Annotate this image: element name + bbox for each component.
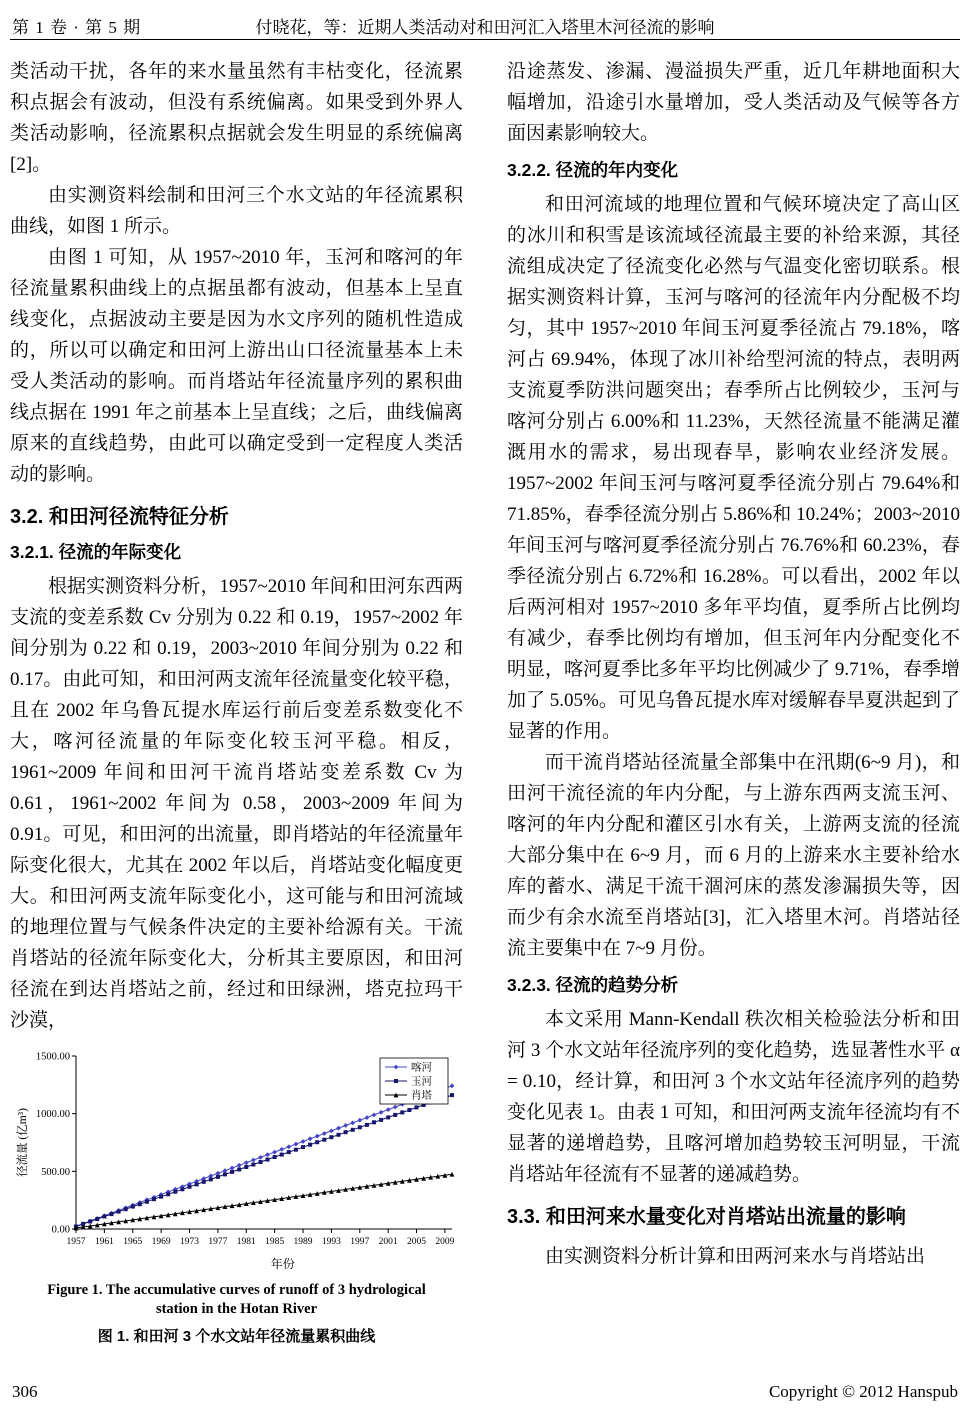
paragraph: 而干流肖塔站径流量全部集中在汛期(6~9 月)，和田河干流径流的年内分配，与上游东西两支流玉河、喀河的年内分配和灌区引水有关，上游两支流的径流大部分集中在 6~9 月，而 6 月的上游来水主要补给水库的蓄水、满足干流干涸河床的蒸发渗漏损失等，因而少有余水流至肖塔站[3]，汇入塔里木河。肖塔站径流主要集中在 7~9 月份。 xyxy=(507,751,960,959)
paragraph: 由实测资料分析计算和田两河来水与肖塔站出 xyxy=(545,1245,926,1267)
svg-text:1000.00: 1000.00 xyxy=(35,1108,70,1120)
svg-text:1981: 1981 xyxy=(236,1236,256,1247)
paragraph: 由实测资料绘制和田河三个水文站的年径流累积曲线，如图 1 所示。 xyxy=(10,185,463,237)
svg-text:1969: 1969 xyxy=(151,1236,171,1247)
page-footer xyxy=(12,1382,958,1402)
paragraph: 由图 1 可知，从 1957~2010 年，玉河和喀河的年径流量累积曲线上的点据虽都有波动，但基本上呈直线变化，点据波动主要是因为水文序列的随机性造成的，所以可以确定和田河上游出山口径流量基本上未受人类活动的影响。而肖塔站年径流量序列的累积曲线点据在 1991 年之前基本上呈直线；之后，曲线偏离原来的直线趋势，由此可以确定受到一定程度人类活动的影响。 xyxy=(10,247,463,485)
figure-1 xyxy=(10,1048,463,1346)
right-column xyxy=(507,56,960,1346)
figure-caption-zh: 图 1. 和田河 3 个水文站年径流量累积曲线 xyxy=(97,1327,376,1345)
copyright: Copyright © 2012 Hanspub xyxy=(768,1382,958,1401)
svg-text:0.00: 0.00 xyxy=(51,1224,70,1236)
section-heading-3-2: 3.2. 和田河径流特征分析 xyxy=(10,506,229,528)
issue-label: 第 1 卷 · 第 5 期 xyxy=(12,18,142,37)
svg-text:肖塔: 肖塔 xyxy=(410,1090,432,1102)
svg-text:径流量 (亿m³): 径流量 (亿m³) xyxy=(16,1107,29,1177)
page-header xyxy=(10,10,960,40)
svg-text:2009: 2009 xyxy=(434,1236,454,1247)
svg-text:1993: 1993 xyxy=(321,1236,341,1247)
paragraph: 本文采用 Mann-Kendall 秩次相关检验法分析和田河 3 个水文站年径流序列的变化趋势，选显著性水平 α = 0.10，经计算，和田河 3 个水文站年径流序列的趋势变化见表 1。由表 1 可知，和田河两支流年径流均有不显著的递增趋势，且喀河增加趋势较玉河明显，干流肖塔站年径流有不显著的递减趋势。 xyxy=(507,1008,960,1185)
svg-text:年份: 年份 xyxy=(270,1256,295,1271)
svg-text:1997: 1997 xyxy=(349,1236,369,1247)
svg-text:1985: 1985 xyxy=(264,1236,284,1247)
subsection-heading-3-2-2: 3.2.2. 径流的年内变化 xyxy=(507,160,679,180)
figure-caption-en: Figure 1. The accumulative curves of runoff of 3 hydrological station in the Hotan River xyxy=(47,1281,426,1318)
figure-1-caption xyxy=(10,1281,463,1346)
running-title: 付晓花，等：近期人类活动对和田河汇入塔里木河径流的影响 xyxy=(255,18,715,37)
svg-text:1989: 1989 xyxy=(293,1236,313,1247)
section-heading-3-3: 3.3. 和田河来水量变化对肖塔站出流量的影响 xyxy=(507,1205,906,1228)
svg-text:1977: 1977 xyxy=(207,1236,227,1247)
svg-text:2005: 2005 xyxy=(406,1236,426,1247)
svg-text:玉河: 玉河 xyxy=(410,1076,432,1088)
paragraph-continuation: 沿途蒸发、渗漏、漫溢损失严重，近几年耕地面积大幅增加，沿途引水量增加，受人类活动及气候等各方面因素影响较大。 xyxy=(507,61,960,144)
svg-text:500.00: 500.00 xyxy=(40,1166,70,1178)
subsection-heading-3-2-3: 3.2.3. 径流的趋势分析 xyxy=(507,974,679,995)
page-number: 306 xyxy=(12,1382,38,1401)
svg-text:1961: 1961 xyxy=(94,1236,114,1247)
paragraph: 根据实测资料分析，1957~2010 年间和田河东西两支流的变差系数 Cv 分别为 0.22 和 0.19，1957~2002 年间分别为 0.22 和 0.19，2003~2010 年间分别为 0.22 和 0.17。由此可知，和田河两支流年径流量变化较平稳，且在 2002 年乌鲁瓦提水库运行前后变差系数变化不大，喀河径流量的年际变化较玉河平稳。相反，1961~2009 年间和田河干流肖塔站变差系数 Cv 为 0.61，1961~2002 年间为 0.58，2003~2009 年间为 0.91。可见，和田河的出流量，即肖塔站的年径流量年际变化很大，尤其在 2002 年以后，肖塔站变化幅度更大。和田河两支流年际变化小，这可能与和田河流域的地理位置与气候条件决定的主要补给源有关。干流肖塔站的径流年际变化大，分析其主要原因，和田河径流在到达肖塔站之前，经过和田绿洲，塔克拉玛干沙漠， xyxy=(10,575,463,1031)
paragraph-continuation: 类活动干扰，各年的来水量虽然有丰枯变化，径流累积点据会有波动，但没有系统偏离。如果受到外界人类活动影响，径流累积点据就会发生明显的系统偏离[2]。 xyxy=(10,61,463,175)
svg-text:1500.00: 1500.00 xyxy=(35,1051,70,1063)
svg-text:1965: 1965 xyxy=(122,1236,142,1247)
paragraph: 和田河流域的地理位置和气候环境决定了高山区的冰川和积雪是该流域径流最主要的补给来源，其径流组成决定了径流变化必然与气温变化密切联系。根据实测资料计算，玉河与喀河的径流年内分配极不均匀，其中 1957~2010 年间玉河夏季径流占 79.18%，喀河占 69.94%，体现了冰川补给型河流的特点，表明两支流夏季防洪问题突出；春季所占比例较少，玉河与喀河分别占 6.00%和 11.23%，天然径流量不能满足灌溉用水的需求，易出现春旱，影响农业经济发展。1957~2002 年间玉河与喀河夏季径流分别占 79.64%和 71.85%，春季径流分别占 5.86%和 10.24%；2003~2010 年间玉河与喀河夏季径流分别占 76.76%和 60.23%，春季径流分别占 6.72%和 16.28%。可以看出，2002 年以后两河相对 1957~2010 多年平均值，夏季所占比例均有减少，春季比例均有增加，但玉河年内分配变化不明显，喀河夏季比多年平均比例减少了 9.71%，春季增加了 5.05%。可见乌鲁瓦提水库对缓解春旱夏洪起到了显著的作用。 xyxy=(507,193,960,742)
svg-text:1973: 1973 xyxy=(179,1236,199,1247)
left-column xyxy=(10,56,463,1346)
subsection-heading-3-2-1: 3.2.1. 径流的年际变化 xyxy=(10,542,182,562)
svg-text:2001: 2001 xyxy=(378,1236,398,1247)
two-column-body xyxy=(10,56,960,1346)
svg-text:喀河: 喀河 xyxy=(410,1062,432,1074)
runoff-chart xyxy=(14,1048,460,1273)
svg-text:1957: 1957 xyxy=(66,1236,85,1247)
